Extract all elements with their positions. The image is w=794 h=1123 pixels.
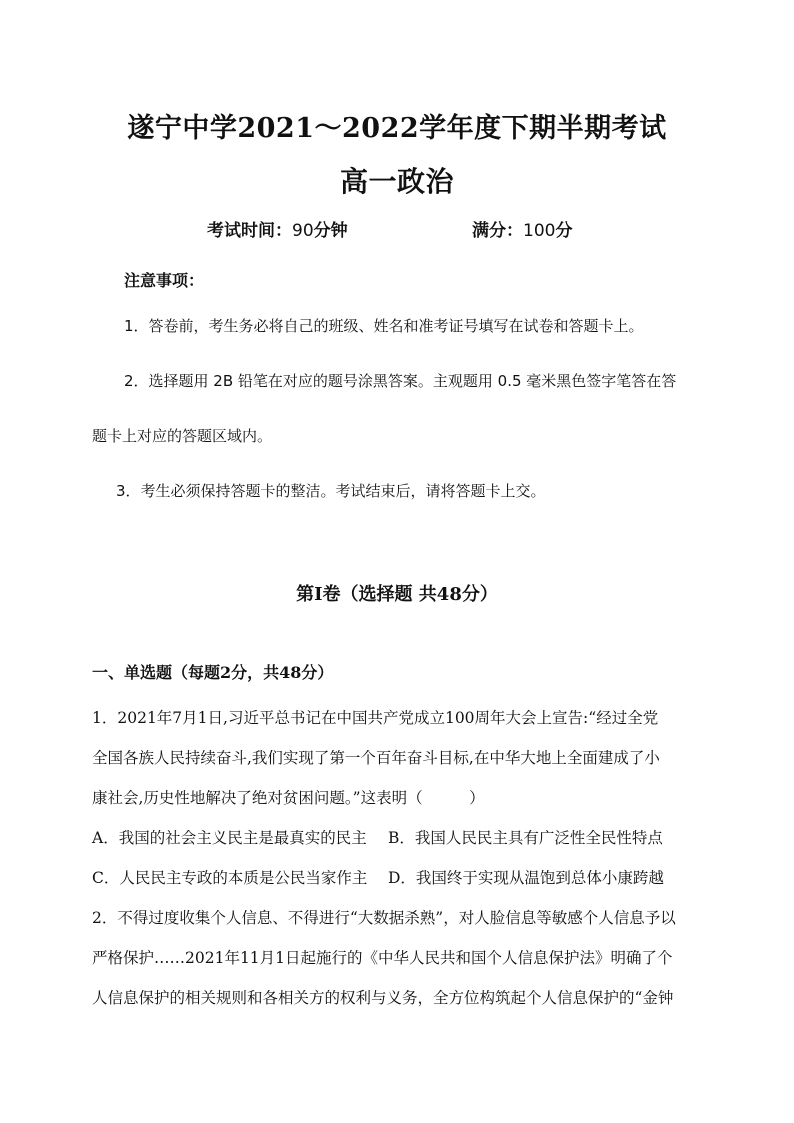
exam-score-label: 满分： [472, 221, 523, 241]
question-1-option-c: C．人民民主专政的本质是公民当家作主 [92, 869, 368, 887]
exam-time [207, 216, 348, 241]
question-2-line-1: 2．不得过度收集个人信息、不得进行“大数据杀熟”，对人脸信息等敏感个人信息予以 [92, 909, 676, 927]
note-item-2-line-1: 2．选择题用 2B 铅笔在对应的题号涂黑答案。主观题用 0.5 毫米黑色签字笔答在答 [124, 372, 677, 390]
exam-title: 遂宁中学2021～2022学年度下期半期考试 [127, 113, 667, 144]
question-1-options-row-2 [92, 866, 712, 888]
note-item-3: 3．考生必须保持答题卡的整洁。考试结束后，请将答题卡上交。 [116, 482, 546, 500]
question-1-options-row-1 [92, 826, 712, 848]
question-1-line-3: 康社会,历史性地解决了绝对贫困问题。”这表明（ ） [92, 789, 485, 807]
question-1-option-d: D．我国终于实现从温饱到总体小康跨越 [388, 869, 664, 887]
question-1-option-b: B．我国人民民主具有广泛性全民性特点 [388, 829, 663, 847]
question-2-line-3: 人信息保护的相关规则和各相关方的权利与义务，全方位构筑起个人信息保护的“金钟 [92, 989, 674, 1007]
exam-time-value: 90 [292, 221, 314, 241]
note-item-2-line-2: 题卡上对应的答题区域内。 [92, 427, 273, 445]
question-2-line-2: 严格保护……2021年11月1日起施行的《中华人民共和国个人信息保护法》明确了个 [92, 949, 673, 967]
exam-time-label: 考试时间： [207, 221, 292, 241]
question-1-line-1: 1．2021年7月1日,习近平总书记在中国共产党成立100周年大会上宣告:“经过全党 [92, 709, 659, 727]
exam-subject: 高一政治 [339, 165, 454, 198]
exam-time-unit: 分钟 [313, 221, 348, 241]
note-item-1: 1．答卷前，考生务必将自己的班级、姓名和准考证号填写在试卷和答题卡上。 [124, 317, 644, 335]
exam-score-unit: 分 [555, 221, 573, 241]
exam-score [472, 216, 572, 241]
exam-score-value: 100 [523, 221, 556, 241]
question-1-line-2: 全国各族人民持续奋斗,我们实现了第一个百年奋斗目标,在中华大地上全面建成了小 [92, 749, 660, 767]
notes-heading: 注意事项： [124, 271, 205, 290]
question-1-option-a: A．我国的社会主义民主是最真实的民主 [92, 829, 367, 847]
part-heading: 一、单选题（每题2分，共48分） [92, 663, 334, 682]
section-heading: 第Ⅰ卷（选择题 共48分） [296, 584, 498, 605]
